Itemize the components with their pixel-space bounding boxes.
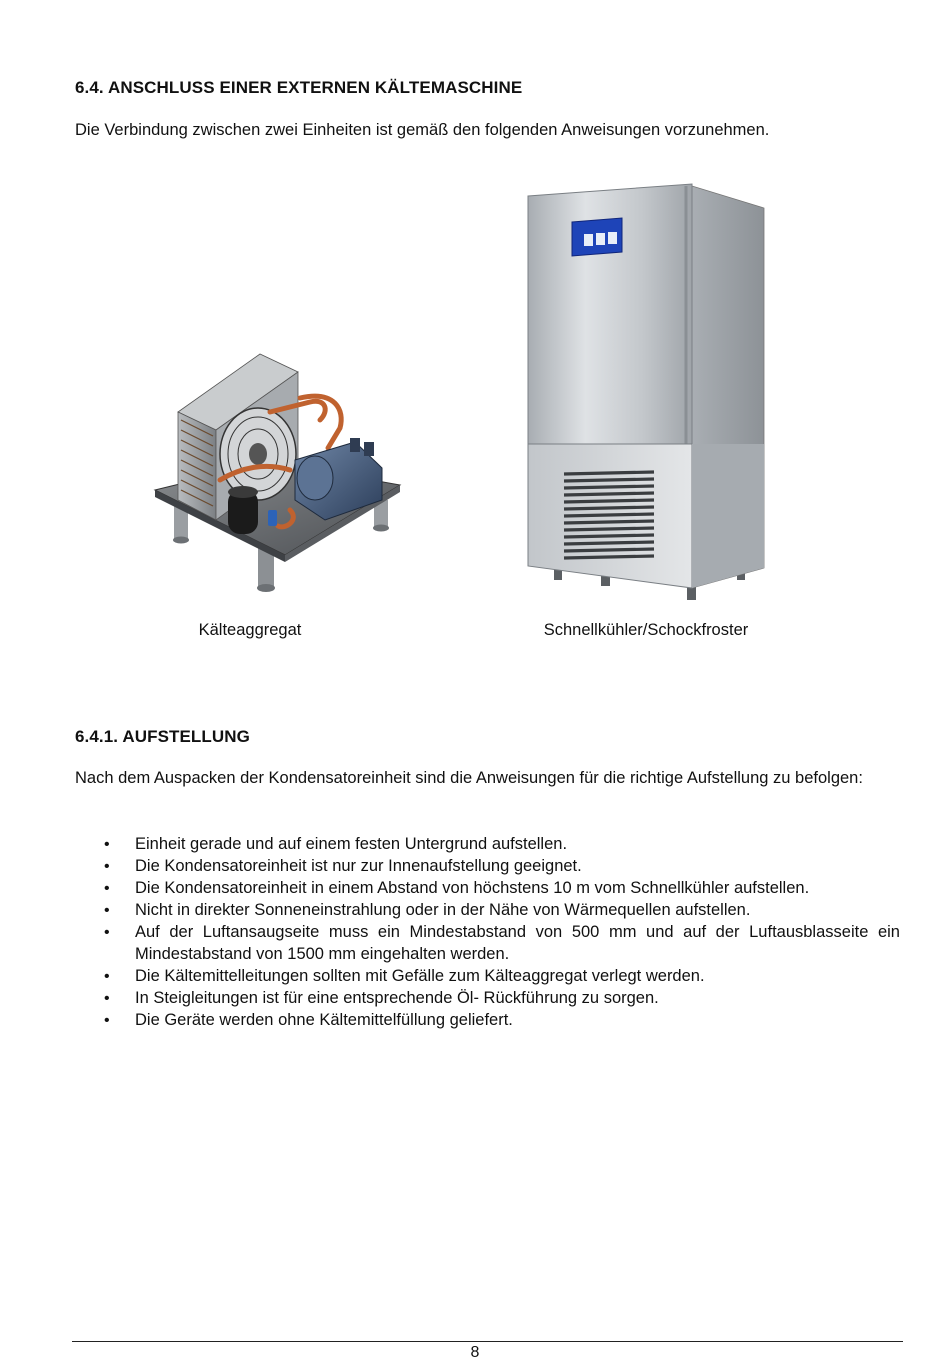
- list-item: • Die Kondensatoreinheit ist nur zur Innenaufstellung geeignet.: [75, 856, 900, 878]
- subsection-heading: 6.4.1. AUFSTELLUNG: [75, 727, 250, 746]
- subsection-intro: Nach dem Auspacken der Kondensatoreinheit sind die Anweisungen für die richtige Aufstellung zu befolgen:: [75, 769, 863, 787]
- list-item: • Die Kondensatoreinheit in einem Abstand von höchstens 10 m vom Schnellkühler aufstellen.: [75, 878, 900, 900]
- list-item: • In Steigleitungen ist für eine entsprechende Öl- Rückführung zu sorgen.: [75, 988, 900, 1010]
- condensing-unit-image: [150, 350, 410, 595]
- bullet-icon: •: [104, 1012, 110, 1030]
- list-item: • Auf der Luftansaugseite muss ein Mindestabstand von 500 mm und auf der Luftausblasseite ein Mindestabstand von 1500 mm eingehalten werden.: [104, 923, 900, 963]
- blast-chiller-image: [520, 182, 770, 604]
- figure-caption-condensing-unit: Kälteaggregat: [198, 621, 302, 639]
- bullet-icon: •: [104, 858, 110, 876]
- installation-instructions-list: [75, 834, 900, 1032]
- section-heading: 6.4. ANSCHLUSS EINER EXTERNEN KÄLTEMASCHINE: [75, 78, 523, 97]
- bullet-icon: •: [104, 967, 110, 985]
- list-item: • Die Kältemittelleitungen sollten mit Gefälle zum Kälteaggregat verlegt werden.: [75, 966, 900, 988]
- list-item: • Die Geräte werden ohne Kältemittelfüllung geliefert.: [75, 1010, 900, 1032]
- list-item: • Nicht in direkter Sonneneinstrahlung oder in der Nähe von Wärmequellen aufstellen.: [75, 900, 900, 922]
- page-number: 8: [470, 1344, 480, 1361]
- bullet-icon: •: [104, 880, 110, 898]
- section-intro: Die Verbindung zwischen zwei Einheiten ist gemäß den folgenden Anweisungen vorzunehmen.: [75, 121, 770, 139]
- bullet-icon: •: [104, 924, 110, 942]
- list-item: • Einheit gerade und auf einem festen Untergrund aufstellen.: [75, 834, 900, 856]
- figure-caption-blast-chiller: Schnellkühler/Schockfroster: [543, 621, 749, 639]
- bullet-icon: •: [104, 990, 110, 1008]
- footer-divider: [72, 1341, 903, 1342]
- bullet-icon: •: [104, 836, 110, 853]
- bullet-icon: •: [104, 902, 110, 920]
